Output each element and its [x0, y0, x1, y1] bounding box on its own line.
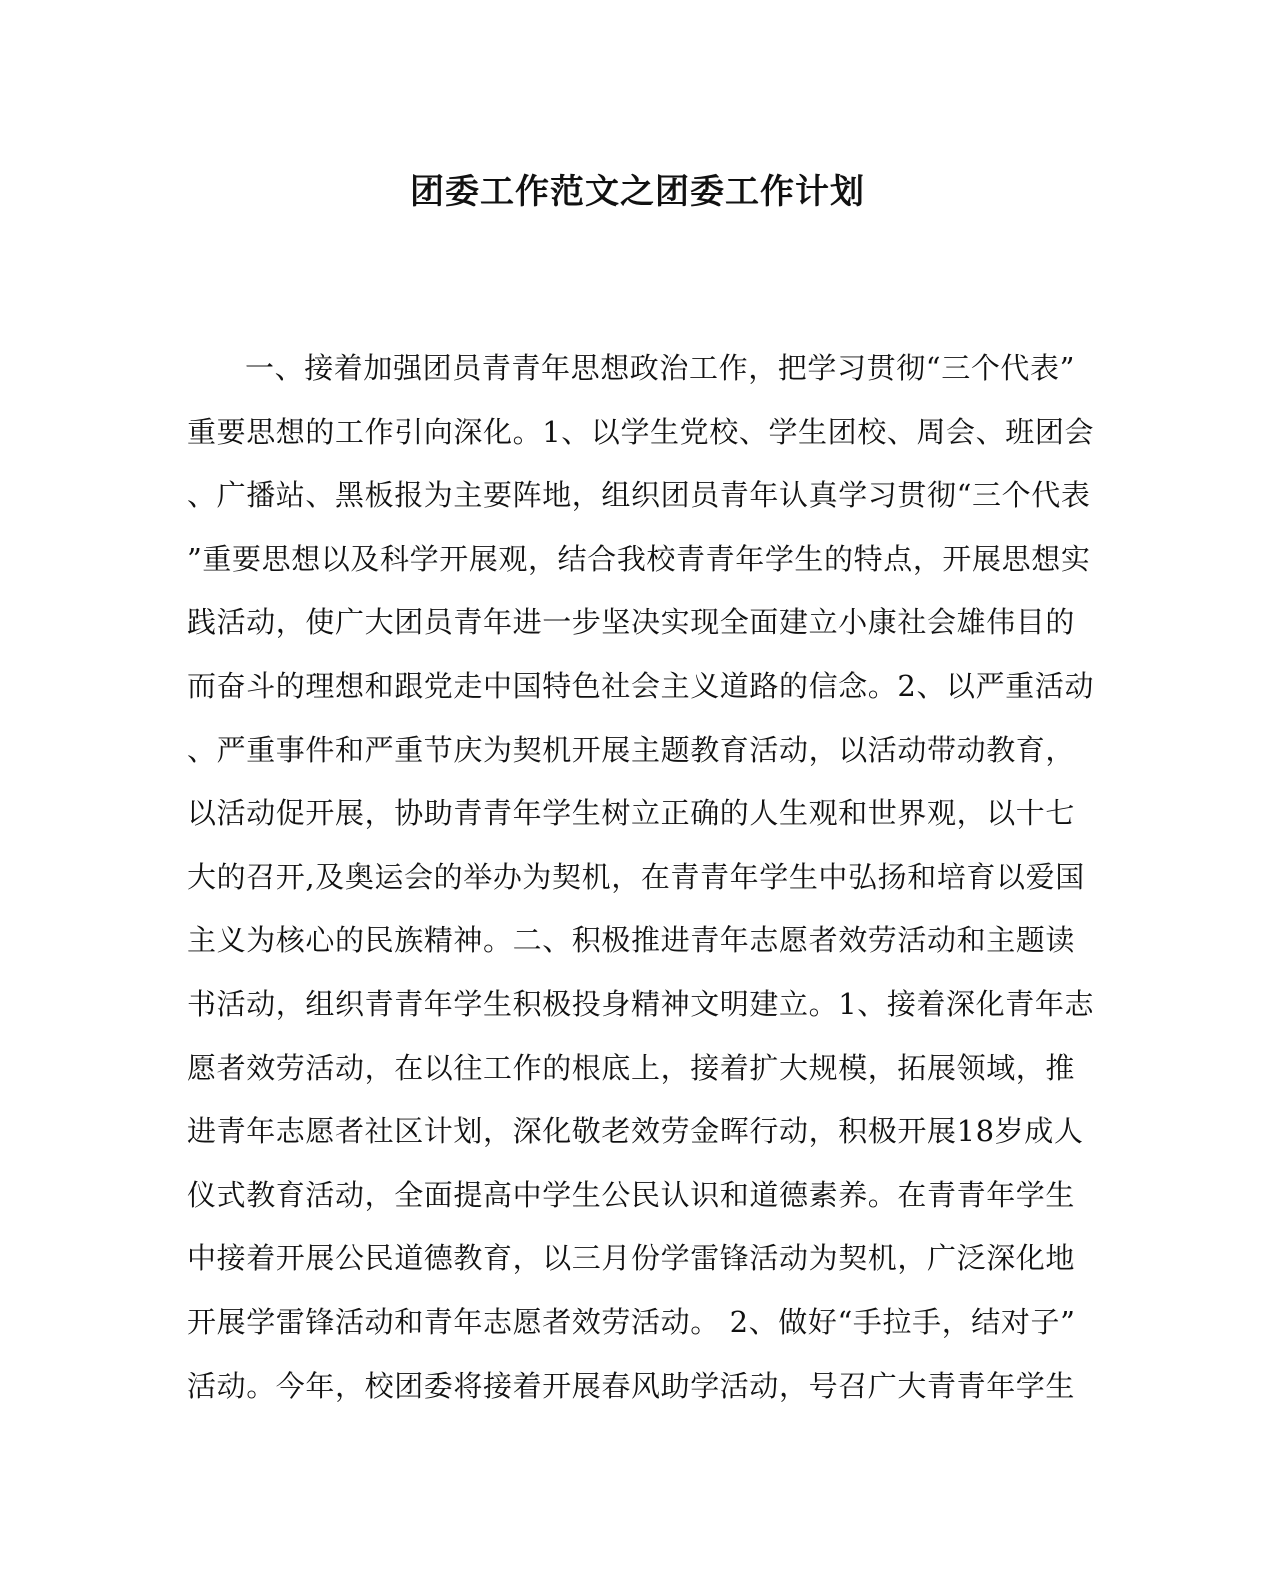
body-line: 、广播站、黑板报为主要阵地，组织团员青年认真学习贯彻“三个代表 [187, 478, 1091, 513]
body-line: 、严重事件和严重节庆为契机开展主题教育活动，以活动带动教育， [187, 732, 1076, 767]
body-line: 以活动促开展，协助青青年学生树立正确的人生观和世界观，以十七 [187, 796, 1076, 831]
body-line: 重要思想的工作引向深化。1、以学生党校、学生团校、周会、班团会 [187, 414, 1095, 449]
body-line: 仪式教育活动，全面提高中学生公民认识和道德素养。在青青年学生 [187, 1177, 1076, 1212]
document-title: 团委工作范文之团委工作计划 [410, 172, 865, 212]
body-line: 大的召开,及奥运会的举办为契机，在青青年学生中弘扬和培育以爱国 [187, 859, 1085, 894]
body-line: 开展学雷锋活动和青年志愿者效劳活动。 2、做好“手拉手，结对子” [187, 1304, 1076, 1339]
body-line: 一、接着加强团员青青年思想政治工作，把学习贯彻“三个代表” [245, 351, 1076, 385]
body-line: 中接着开展公民道德教育，以三月份学雷锋活动为契机，广泛深化地 [187, 1241, 1076, 1276]
body-line: 活动。今年，校团委将接着开展春风助学活动，号召广大青青年学生 [187, 1368, 1076, 1403]
body-line: 进青年志愿者社区计划，深化敬老效劳金晖行动，积极开展18岁成人 [187, 1114, 1084, 1149]
body-line: 愿者效劳活动，在以往工作的根底上，接着扩大规模，拓展领域，推 [187, 1050, 1076, 1085]
body-line: 践活动，使广大团员青年进一步坚决实现全面建立小康社会雄伟目的 [187, 605, 1076, 640]
document-body [187, 337, 1095, 1418]
body-line: ”重要思想以及科学开展观，结合我校青青年学生的特点，开展思想实 [187, 541, 1091, 576]
body-line: 书活动，组织青青年学生积极投身精神文明建立。1、接着深化青年志 [187, 986, 1095, 1021]
body-line: 主义为核心的民族精神。二、积极推进青年志愿者效劳活动和主题读 [187, 923, 1076, 958]
body-line: 而奋斗的理想和跟党走中国特色社会主义道路的信念。2、以严重活动 [187, 668, 1095, 703]
